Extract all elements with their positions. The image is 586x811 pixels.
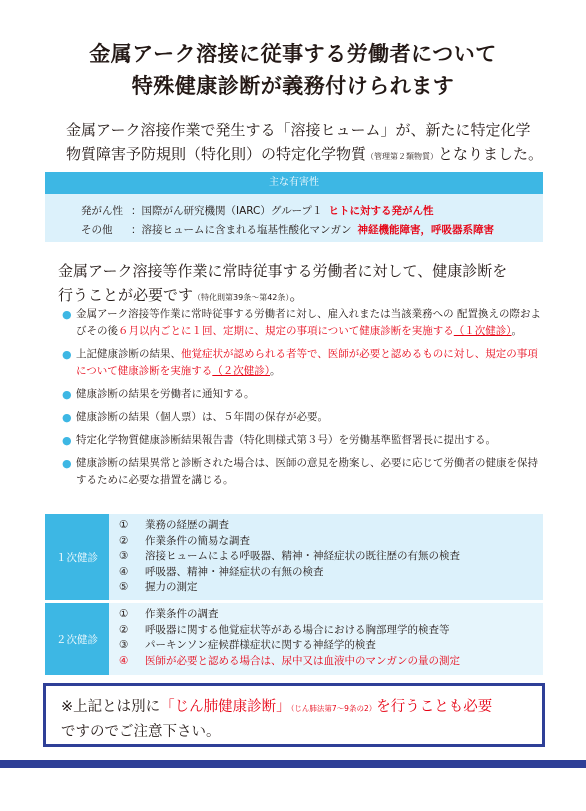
requirements-list	[62, 306, 544, 495]
bullet-end: 。	[511, 325, 523, 337]
intro-line2-end: となりました。	[438, 145, 544, 163]
exam-item	[119, 638, 543, 654]
list-item	[62, 455, 544, 489]
list-item	[62, 346, 544, 380]
intro-line2	[66, 142, 556, 169]
list-item	[62, 386, 544, 403]
intro-line2-main: 物質障害予防規則（特化則）の特定化学物質	[66, 145, 367, 163]
exam-item	[119, 565, 543, 581]
exam-item	[119, 518, 543, 534]
notice-emphasis: 「じん肺健康診断」	[160, 699, 291, 715]
statement-line2-main: 行うことが必要です	[58, 286, 194, 304]
statement-line1: 金属アーク溶接等作業に常時従事する労働者に対して、健康診断を	[58, 262, 508, 280]
exam-item-text: 作業条件の簡易な調査	[145, 534, 250, 547]
exam-item-number: ④	[119, 654, 129, 667]
bullet-dot-icon: ●	[62, 457, 72, 470]
second-exam-block	[45, 603, 543, 675]
statement-citation: （特化則第39条～第42条）	[193, 293, 290, 302]
exam-item	[119, 607, 543, 623]
exam-item-number: ③	[119, 639, 129, 652]
hazard-label: 発がん性	[81, 205, 123, 217]
first-exam-items	[109, 514, 543, 600]
first-exam-block	[45, 514, 543, 600]
bullet-dot-icon: ●	[62, 308, 72, 321]
exam-item-text: 握力の測定	[145, 581, 198, 594]
bottom-band	[0, 760, 586, 768]
hazard-emphasis: ヒトに対する発がん性	[328, 205, 434, 217]
exam-item-text: 業務の経歴の調査	[145, 519, 229, 531]
exam-item-number: ②	[119, 534, 129, 547]
hazard-text: ：溶接ヒュームに含まれる塩基性酸化マンガン	[131, 224, 352, 236]
exam-items-table	[45, 514, 543, 675]
exam-item-text: 溶接ヒュームによる呼吸器、精神・神経症状の既往歴の有無の検査	[145, 550, 460, 563]
exam-item-text: 呼吸器、精神・神経症状の有無の検査	[145, 565, 324, 578]
list-item	[62, 432, 544, 449]
intro-line1: 金属アーク溶接作業で発生する「溶接ヒューム」が、新たに特定化学	[66, 121, 531, 139]
bullet-dot-icon: ●	[62, 348, 72, 361]
hazard-row-carcinogenicity	[81, 203, 434, 218]
bullet-emphasis: 他覚症状が認められる者等で、医師が必要と認めるものに対し、規定の事項について健康診断を実施する	[76, 348, 538, 377]
first-exam-label: １次健診	[45, 514, 109, 600]
bullet-end: 。	[270, 365, 281, 377]
exam-item-number: ②	[119, 623, 129, 636]
exam-item	[119, 534, 543, 550]
second-exam-label: ２次健診	[45, 603, 109, 675]
bullet-dot-icon: ●	[62, 411, 72, 424]
list-item	[62, 306, 544, 340]
bullet-text: 特定化学物質健康診断結果報告書（特化則様式第３号）を労働基準監督署長に提出する。	[76, 434, 496, 446]
bullet-text: 健康診断の結果異常と診断された場合は、医師の意見を勘案し、必要に応じて労働者の健康を保持するために必要な措置を講じる。	[76, 457, 538, 486]
exam-item	[119, 580, 543, 596]
statement-line2-end: 。	[289, 286, 305, 304]
notice-prefix: ※上記とは別に	[61, 699, 161, 715]
exam-item-number: ①	[119, 519, 129, 531]
bullet-text: 健康診断の結果（個人票）は、５年間の保存が必要。	[76, 411, 328, 423]
intro-line2-note: （管理第２類物質）	[366, 152, 439, 161]
bullet-tag: （１次健診）	[453, 325, 512, 337]
second-exam-items	[109, 603, 543, 675]
hazard-label: その他	[81, 224, 113, 236]
notice-line2: ですのでご注意下さい。	[61, 724, 221, 740]
notice-citation: （じん肺法第7～9条の2）	[290, 704, 377, 713]
bullet-tag: （２次健診）	[212, 365, 271, 377]
exam-item-text: 作業条件の調査	[145, 608, 219, 620]
exam-item-number: ⑤	[119, 581, 129, 594]
exam-item-number: ③	[119, 550, 129, 563]
page-title-line2: 特殊健康診断が義務付けられます	[131, 74, 455, 98]
exam-item	[119, 549, 543, 565]
exam-item-text: 医師が必要と認める場合は、尿中又は血液中のマンガンの量の測定	[145, 654, 460, 667]
bullet-emphasis: ６月以内ごとに１回、定期に、規定の事項について健康診断を実施する	[118, 325, 454, 337]
exam-item-number: ①	[119, 608, 129, 620]
exam-item-number: ④	[119, 565, 129, 578]
hazard-text: ：国際がん研究機関（IARC）グループ１	[131, 205, 323, 217]
hazards-box	[45, 194, 543, 242]
notice-line1	[61, 695, 492, 716]
hazard-emphasis: 神経機能障害，呼吸器系障害	[357, 224, 494, 236]
notice-emphasis-2: を行うことも必要	[376, 699, 493, 715]
bullet-text: 健康診断の結果を労働者に通知する。	[76, 388, 255, 400]
exam-item	[119, 654, 543, 670]
hazards-header: 主な有害性	[45, 172, 543, 194]
hazard-row-other	[81, 222, 494, 237]
notice-box	[43, 683, 545, 747]
bullet-text: 金属アーク溶接等作業に常時従事する労働者に対し、雇入れまたは当該業務への 配置換えの際およびその後	[76, 308, 542, 337]
bullet-text: 上記健康診断の結果、	[76, 348, 181, 360]
exam-item-text: 呼吸器に関する他覚症状等がある場合における胸部理学的検査等	[145, 623, 450, 636]
exam-item-text: パーキンソン症候群様症状に関する神経学的検査	[145, 639, 376, 652]
page-title-line1: 金属アーク溶接に従事する労働者について	[89, 42, 497, 66]
bullet-dot-icon: ●	[62, 434, 72, 447]
bullet-dot-icon: ●	[62, 388, 72, 401]
list-item	[62, 409, 544, 426]
exam-item	[119, 623, 543, 639]
